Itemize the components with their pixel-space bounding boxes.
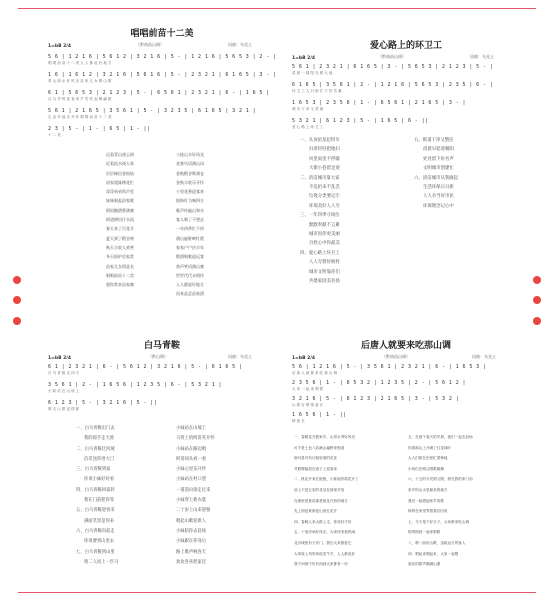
score-row bbox=[48, 72, 276, 84]
verse-line: 六、十五的月亮圆又圆，照在我的家门前 bbox=[408, 477, 473, 482]
lyrics: 十 二 美 bbox=[48, 132, 61, 137]
left-dot-2 bbox=[13, 296, 21, 304]
verse-line: 五、在那个春天的早晨，我们一起去赶场 bbox=[408, 435, 473, 439]
lyrics: 小 妹 站 在 山 坡 上 bbox=[48, 388, 80, 393]
verse-line: 家乡的山水是最美的地方 bbox=[408, 487, 448, 492]
score-row bbox=[292, 364, 520, 376]
song-key: 1=bB 2/4 bbox=[292, 356, 316, 361]
verse-line: 再来品尝苗家酒 bbox=[176, 291, 204, 297]
verse-line: 环保理念记心中 bbox=[423, 203, 454, 209]
verse-line: 我在门前把你等 bbox=[84, 498, 115, 504]
notation: 5 3 2 1 | 6 1 2 3 | 5 - | 1 6 5 | 6 - || bbox=[292, 118, 429, 124]
verse-line: 满面笑容是你来 bbox=[84, 518, 115, 524]
score-row bbox=[48, 364, 276, 376]
verse-line: 处处留下好名声 bbox=[423, 156, 454, 162]
verse-line: 阿妈在家里等着我们回来 bbox=[408, 509, 448, 514]
verse-line: 信差送你进大门 bbox=[84, 456, 115, 462]
verse-line: 那可是可有巧姐里面的花花 bbox=[294, 456, 338, 461]
score-row bbox=[292, 64, 520, 76]
left-dot-1 bbox=[13, 276, 21, 284]
lyrics: 百 鸟 齐 鸣 迎 客 来 芦 笙 吹 起 舞 翩 跹 bbox=[48, 96, 112, 101]
bottom-divider bbox=[18, 592, 536, 593]
verse-line: 在那里是谁说那是桃花开放的地方 bbox=[294, 498, 348, 503]
verse-line: 愿你常来苗家寨 bbox=[106, 282, 134, 288]
song-title: 后唐人就要来吃那山调 bbox=[360, 341, 451, 351]
verse-line: 二、白马青鞍过河坡 bbox=[76, 446, 115, 452]
notation: 1 6 5 6 | 1 - || bbox=[292, 412, 347, 418]
verse-line: 城市因你更美丽 bbox=[309, 232, 340, 238]
verse-line: 一道道山梁走过来 bbox=[176, 487, 211, 493]
verse-line: 小妹跟在你身后 bbox=[176, 539, 207, 545]
song-author: 词曲：乌光土 bbox=[470, 54, 494, 59]
verse-line: 七、今天是个好日子，大家都来吃山调 bbox=[408, 519, 470, 524]
notation: 6 1 6 5 | 3 5 6 1 | 2 - | 1 2 1 6 | 5 6 5 3 | 2 3 5 | 6 - | bbox=[292, 82, 494, 88]
verse-line: 一、白马青鞍出门去 bbox=[76, 426, 115, 431]
song-author: 词曲：乌光土 bbox=[228, 354, 252, 359]
verse-column-left bbox=[106, 150, 134, 289]
verse-line: 人人都说好地方 bbox=[176, 282, 204, 288]
verse-line: 路上歌声响连天 bbox=[176, 549, 207, 555]
verse-line: 小妹心里乐开怀 bbox=[176, 467, 207, 473]
notation: 6 1 2 3 | 5 - | 3 2 1 6 | 5 - || bbox=[48, 400, 158, 406]
score-row bbox=[48, 54, 276, 66]
verse-line: 大街小巷留足迹 bbox=[309, 166, 340, 172]
verse-line: 小妹陪你去赶场 bbox=[176, 528, 207, 534]
verse-group bbox=[300, 136, 340, 287]
score-row bbox=[292, 82, 520, 94]
right-dot-2 bbox=[533, 296, 541, 304]
lyrics: 情 意 长 bbox=[292, 418, 305, 423]
verse-line: 苗家儿女情意长 bbox=[106, 263, 134, 269]
notation: 6 1 | 5 6 5 3 | 2 1 2 3 | 5 - | 6 5 6 1 | 2 3 2 1 | 6 - | 1 6 5 | bbox=[48, 90, 270, 96]
score-row bbox=[48, 126, 151, 138]
verse-line: 不乱扔来不乱丢 bbox=[309, 185, 340, 191]
song-author: 词曲：乌光土 bbox=[228, 42, 252, 47]
lyrics: 青 山 绿 水 好 风 光 苗 家 儿 女 唱 山 歌 bbox=[48, 78, 112, 83]
verse-line: 你看那山上开满了红花绿叶 bbox=[408, 445, 452, 450]
lyrics: 环 卫 工 人 扫 街 忙 不 怕 苦 累 bbox=[292, 88, 342, 93]
verse-line: 妹妹唱起苗家歌 bbox=[106, 198, 134, 204]
verse-line: 十里花香迎客来 bbox=[176, 189, 204, 195]
verse-line: 唱唱前苗十二美 bbox=[106, 272, 134, 278]
verse-line: 马背上的阿哥笑开怀 bbox=[176, 436, 215, 442]
verse-line: 小妹站在村口望 bbox=[176, 477, 207, 483]
verse-line: 银饰叮当响四方 bbox=[176, 198, 204, 204]
verse-line: 垃圾分类要记牢 bbox=[309, 194, 340, 200]
song-author: 词曲：乌光土 bbox=[472, 354, 496, 359]
notation: 2 3 5 6 | 1 - | 6 5 3 2 | 1 2 3 5 | 2 - | 5 6 1 2 | bbox=[292, 380, 466, 386]
top-divider bbox=[18, 8, 536, 9]
verse-line: 百姓心中你最美 bbox=[309, 241, 340, 247]
verse-line: 四、爱心路上环卫工 bbox=[300, 250, 340, 256]
score-row bbox=[48, 108, 276, 120]
notation: 1 6 | 1 6 1 2 | 3 2 1 6 | 5 6 1 6 | 5 - | 2 3 2 1 | 6 1 6 5 | 3 - | bbox=[48, 72, 277, 78]
verse-line: 阿爸耕田汗水流 bbox=[106, 217, 134, 223]
verse-line: 三、一年四季守岗位 bbox=[300, 213, 340, 219]
verse-line: 阿哥回头看一看 bbox=[176, 456, 207, 462]
song-sheet-1 bbox=[48, 22, 276, 322]
right-dot-3 bbox=[533, 317, 541, 325]
verse-line: 五、街道干净又整洁 bbox=[414, 138, 454, 143]
verse-line: 远看青山绕云间 bbox=[106, 152, 134, 157]
verse-line: 一、头顶星星起得早 bbox=[300, 138, 340, 143]
verse-line: 唱起山歌迎新人 bbox=[176, 518, 207, 524]
verse-line: 默默奉献不言累 bbox=[309, 222, 340, 228]
right-dot-1 bbox=[533, 276, 541, 284]
verse-line: 五、十里洋场好风光，大家快来看热闹 bbox=[294, 530, 356, 535]
lyrics: 后 唐 人 就 要 来 吃 那 山 调 bbox=[292, 370, 338, 375]
song-subtitle: （黔南苗山调） bbox=[382, 354, 410, 359]
verse-line: 客人喝了不想走 bbox=[176, 217, 204, 223]
score-row bbox=[292, 412, 350, 424]
verse-line: 八、唱一曲好山歌，送给远方的客人 bbox=[408, 540, 466, 545]
song-sheet-4 bbox=[292, 336, 520, 578]
verse-column-right bbox=[408, 432, 473, 570]
verse-line: 小妹站在路边唱 bbox=[176, 446, 207, 452]
verse-line: 可不是七色八彩满山遍野来相迎 bbox=[294, 445, 345, 450]
verse-line: 欢乐的歌声飘满山寨 bbox=[408, 562, 441, 567]
verse-line: 北京城里有天安门，我们大家都爱它 bbox=[294, 540, 352, 545]
verse-line: 咱二人同上一匹马 bbox=[84, 559, 119, 565]
verse-line: 春天来了百花开 bbox=[106, 226, 134, 232]
verse-line: 歌声传遍山和水 bbox=[176, 207, 204, 213]
verse-line: 世世代代永相传 bbox=[176, 272, 204, 278]
verse-line: 近看流水绕人家 bbox=[106, 161, 134, 167]
verse-line: 阿妈酿酒香满寨 bbox=[106, 207, 134, 213]
verse-line: 六、白马青鞍向前走 bbox=[76, 528, 115, 534]
verse-line: 八桂山水好风光 bbox=[176, 152, 204, 157]
notation: 3 5 6 1 | 2 - | 1 6 5 6 | 1 2 3 5 | 6 - | 5 3 2 1 | bbox=[48, 382, 222, 388]
lyrics: 唱 支 山 歌 送 情 郎 bbox=[48, 406, 80, 411]
song-title: 唱唱前苗十二美 bbox=[130, 29, 194, 39]
verse-line: 环境美好人人夸 bbox=[309, 203, 340, 209]
verse-line: 阿哥阿妹一起来唱歌 bbox=[408, 530, 441, 535]
verse-line: 金秋丰收乐开怀 bbox=[176, 179, 204, 185]
verse-column-right bbox=[176, 150, 204, 299]
verse-line: 一年四季忙不停 bbox=[176, 226, 204, 232]
score-row bbox=[48, 382, 276, 394]
verse-line: 清晨早起迎朝阳 bbox=[423, 147, 454, 153]
notation: 5 6 | 1 2 1 6 | 5 - | 3 5 6 1 | 2 3 2 1 | 6 - | 1 6 5 3 | bbox=[292, 364, 487, 370]
verse-line: 你说小妹好好看 bbox=[84, 477, 115, 483]
verse-line: 风里雨里不停歇 bbox=[309, 156, 340, 162]
verse-line: 二、桃花开来红艳艳，小妹姐你看花开了 bbox=[294, 477, 359, 482]
verse-line: 你说要到山里去 bbox=[84, 539, 115, 545]
score-row bbox=[292, 118, 440, 130]
verse-line: 哥哥弟弟吹芦笙 bbox=[106, 189, 134, 195]
verse-group bbox=[414, 136, 458, 211]
verse-line: 文明城市创建忙 bbox=[423, 166, 454, 172]
verse-line: 大草原上风吹草低见牛羊，人人都说好 bbox=[294, 551, 356, 556]
notation: 5 6 | 1 2 1 6 | 5 6 1 2 | 3 2 1 6 | 5 - | 1 2 1 6 | 5 6 5 3 | 2 - | bbox=[48, 54, 277, 60]
verse-line: 苗家姐妹绣花忙 bbox=[106, 179, 134, 185]
notation: 1 6 5 3 | 2 3 5 6 | 1 - | 6 5 6 1 | 2 1 6 5 | 3 - | bbox=[292, 100, 466, 106]
song-sheet-2 bbox=[292, 36, 520, 294]
song-sheet-3 bbox=[48, 336, 276, 576]
verse-line: 满山遍野映红霞 bbox=[176, 235, 204, 241]
song-title: 爱心路上的环卫工 bbox=[369, 41, 442, 51]
verse-line: 四、白马青鞍回家转 bbox=[76, 487, 115, 493]
verse-line: 小孩们在路边唱歌跳舞 bbox=[408, 466, 444, 471]
song-subtitle: （黔山调） bbox=[148, 354, 168, 359]
verse-line: 四、春暖人来大路上走，你说好不好 bbox=[294, 519, 352, 524]
verse-line: 七、白马青鞍到山里 bbox=[76, 549, 115, 555]
verse-line: 二、清洁城市靠大家 bbox=[300, 175, 340, 181]
verse-line: 小妹穿上新衣裳 bbox=[176, 498, 207, 504]
verse-line: 家家户户庆丰年 bbox=[176, 244, 204, 250]
score-row bbox=[292, 100, 520, 112]
notation: 5 6 1 | 2 3 2 1 | 6 1 6 5 | 3 - | 5 6 5 3 | 2 1 2 3 | 5 - | bbox=[292, 64, 494, 70]
verse-line: 人人夸赞好榜样 bbox=[309, 260, 340, 266]
verse-line: 四、唱起来唱起来，大家一起唱 bbox=[408, 551, 459, 556]
notation: 5 6 1 | 2 1 6 5 | 3 5 6 1 | 5 - | 3 2 3 5 | 6 1 6 5 | 3 2 1 | bbox=[48, 108, 257, 114]
lyrics: 城 市 干 净 又 美 丽 bbox=[292, 106, 324, 111]
verse-line: 秋天丰收人欢笑 bbox=[106, 244, 134, 250]
verse-line: 欢声笑语满山寨 bbox=[176, 263, 204, 269]
notation: 3 2 1 6 | 5 - | 6 1 2 3 | 2 1 6 5 | 3 - | 5 3 2 | bbox=[292, 396, 460, 402]
verse-line: 欢欢喜喜把家还 bbox=[176, 559, 207, 565]
verse-line: 冬天围炉话家常 bbox=[106, 254, 134, 260]
lyrics: 爱 心 路 上 环 卫 工 bbox=[292, 124, 324, 129]
verse-line: 三、白马青鞍到家 bbox=[76, 467, 111, 473]
lyrics: 唱 唱 前 苗 十 二 美 人 人 都 说 好 地 方 bbox=[48, 60, 112, 65]
verse-line: 六、清洁城市从我做起 bbox=[414, 175, 458, 181]
verse-line: 小妹站在山坡上 bbox=[176, 426, 207, 431]
verse-line: 我们一起唱起家乡的歌 bbox=[408, 498, 444, 503]
lyrics: 清 晨 一 缕 阳 光 照 大 地 bbox=[292, 70, 333, 75]
song-subtitle: （黔南苗山调） bbox=[136, 42, 164, 47]
song-key: 1=bB 2/4 bbox=[292, 56, 316, 61]
verse-line: 二十岁上山来迎娶 bbox=[176, 508, 211, 514]
verse-line: 我的骑手走天涯 bbox=[84, 436, 115, 442]
song-key: 1=bB 2/4 bbox=[48, 356, 72, 361]
lyrics: 山 歌 好 唱 情 意 长 bbox=[292, 402, 324, 407]
song-subtitle: （黔南苗山调） bbox=[378, 54, 406, 59]
verse-line: 敬酒唱歌迎远客 bbox=[176, 254, 204, 260]
score-row bbox=[292, 380, 520, 392]
score-row bbox=[292, 396, 520, 408]
verse-line: 层层梯田金灿灿 bbox=[106, 170, 134, 176]
verse-line: 金秋稻谷堆满仓 bbox=[176, 170, 204, 176]
verse-line: 人人争当好市民 bbox=[423, 194, 454, 200]
lyrics: 大 家 一 起 来 唱 歌 bbox=[292, 386, 324, 391]
verse-column-left bbox=[294, 432, 359, 570]
lyrics: 生 活 幸 福 乐 开 怀 唱 唱 前 苗 十 二 美 bbox=[48, 114, 112, 119]
verse-line: 共建家园美名扬 bbox=[309, 279, 340, 285]
verse-column-left bbox=[76, 424, 118, 568]
verse-line: 我于问那个好东西到大家都有一份 bbox=[294, 562, 348, 567]
song-key: 1=bB 2/4 bbox=[48, 44, 72, 49]
verse-line: 一、春暖花开我家乡，山青水秀好风光 bbox=[294, 435, 356, 439]
verse-line: 扫帚轻轻把地扫 bbox=[309, 147, 340, 153]
verse-line: 大人们都在田里忙着种地 bbox=[408, 456, 448, 461]
verse-column-right bbox=[176, 424, 215, 568]
notation: 2 3 | 5 - | 1 - | 6 5 | 1 - || bbox=[48, 126, 151, 132]
verse-line: 生活环保日日新 bbox=[423, 185, 454, 191]
verse-line: 五、白马青鞍迎客来 bbox=[76, 508, 115, 514]
score-row bbox=[48, 90, 276, 102]
left-dot-3 bbox=[13, 317, 21, 325]
song-title: 白马青鞍 bbox=[143, 341, 180, 351]
verse-line: 城市文明靠你们 bbox=[309, 269, 340, 275]
notation: 6 1 | 2 3 2 1 | 6 - | 5 6 1 2 | 3 2 1 6 | 5 - | 6 1 6 5 | bbox=[48, 364, 243, 370]
verse-line: 对联牌匾放在桌子上迎客来 bbox=[294, 466, 338, 471]
verse-line: 夏天到了稻谷黄 bbox=[106, 235, 134, 241]
score-row bbox=[48, 400, 186, 412]
verse-line: 前上不是五彩的花朵在那里开放 bbox=[294, 487, 345, 492]
verse-line: 花香鸟语满山冈 bbox=[176, 161, 204, 167]
verse-line: 先上面是谁都是山里红花开 bbox=[294, 509, 338, 514]
lyrics: 白 马 青 鞍 走 四 方 bbox=[48, 370, 80, 375]
